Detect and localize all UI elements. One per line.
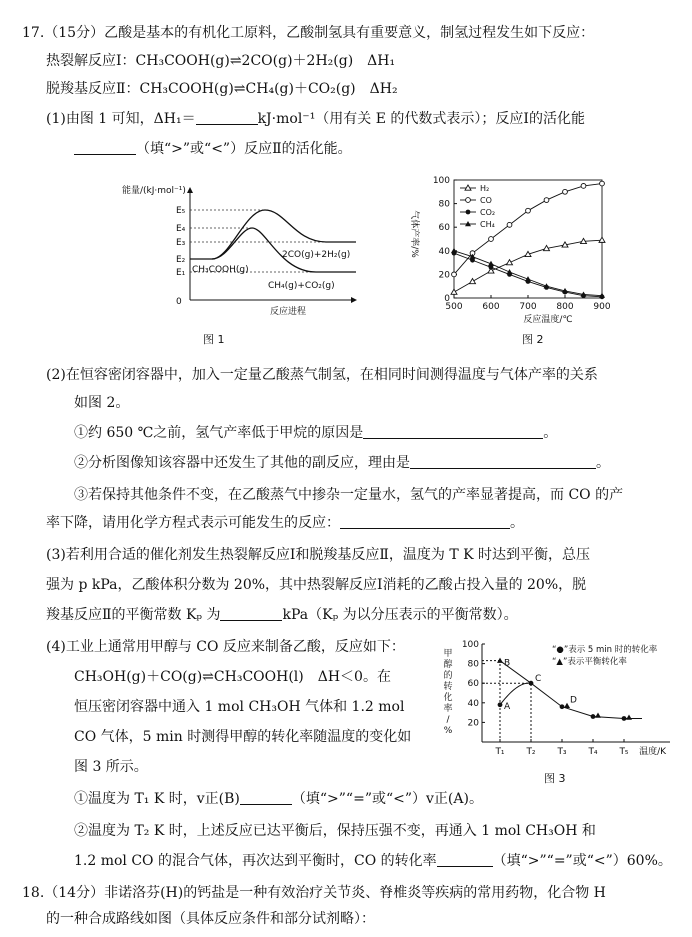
- text: ①约 650 ℃之前，氢气产率低于甲烷的原因是: [74, 425, 364, 441]
- y-tick-label: 100: [461, 640, 479, 650]
- x-tick-label: 800: [556, 302, 574, 312]
- data-point: [563, 189, 568, 194]
- data-point: [507, 269, 513, 274]
- text: 。: [510, 515, 524, 531]
- level-e1: E₁: [176, 268, 186, 278]
- x-tick-label: 600: [482, 302, 500, 312]
- series-line: [454, 251, 602, 296]
- text: ①温度为 T₁ K 时，v正(B): [74, 791, 240, 807]
- y-axis-label-char: 醇: [443, 660, 453, 670]
- level-e2: E₂: [176, 255, 186, 265]
- equilibrium-curve: [500, 658, 642, 719]
- data-point: [581, 184, 586, 189]
- label-d: D: [570, 695, 577, 706]
- data-point: [507, 222, 512, 227]
- x-axis-label: 温度/K: [639, 747, 666, 757]
- data-point: [470, 278, 476, 283]
- figure-3-caption: 图 3: [544, 772, 566, 785]
- q17-part4-line4: CO 气体，5 min 时测得甲醇的转化率随温度的变化如: [74, 729, 412, 745]
- text: (1)由图 1 可知，ΔH₁＝: [46, 111, 196, 127]
- q17-part4-line2: CH₃OH(g)＋CO(g)⇌CH₃COOH(l) ΔH＜0。在: [74, 669, 391, 685]
- text: 1.2 mol CO 的混合气体，再次达到平衡时，CO 的转化率: [74, 853, 437, 869]
- point-eq: [595, 713, 601, 718]
- figure-2: [400, 170, 620, 330]
- q17-part3-line2: 强为 p kPa，乙酸体积分数为 20%，其中热裂解反应Ⅰ消耗的乙酸占投入量的 20%，脱: [46, 577, 587, 593]
- figure-2-caption: 图 2: [522, 333, 544, 346]
- reaction-1: 热裂解反应Ⅰ：CH₃COOH(g)⇌2CO(g)＋2H₂(g) ΔH₁: [46, 53, 396, 69]
- text: ②分析图像知该容器中还发生了其他的副反应，理由是: [74, 455, 410, 471]
- answer-blank[interactable]: [196, 110, 258, 125]
- products-1-label: 2CO(g)+2H₂(g): [282, 250, 351, 260]
- x-axis-label: 反应进程: [270, 307, 307, 317]
- y-tick-label: 40: [438, 246, 450, 257]
- figure-3: [440, 636, 688, 764]
- level-e3: E₃: [176, 238, 186, 248]
- q17-part4-q1: [74, 790, 483, 808]
- reaction-2: 脱羧基反应Ⅱ：CH₃COOH(g)⇌CH₄(g)＋CO₂(g) ΔH₂: [46, 81, 398, 97]
- legend-marker: [466, 210, 471, 215]
- q18-line1: 18.（14分）非诺洛芬(H)的钙盐是一种有效治疗关节炎、脊椎炎等疾病的常用药物，化合物 H: [22, 885, 606, 901]
- y-axis-label-char: 率: [443, 704, 453, 714]
- answer-blank[interactable]: [240, 790, 292, 805]
- q17-part2-q1: [74, 424, 557, 442]
- text: （填“>”“=”或“<”）60%。: [492, 853, 672, 869]
- legend-label: CO: [480, 196, 492, 205]
- q17-part4-q2: ②温度为 T₂ K 时，上述反应已达平衡后，保持压强不变，再通入 1 mol CH₃OH 和: [74, 823, 596, 839]
- series-1: [452, 181, 605, 277]
- y-tick-label: 40: [467, 698, 479, 709]
- x-tick-label: T₁: [495, 747, 505, 757]
- q17-part3-line1: (3)若利用合适的催化剂发生热裂解反应Ⅰ和脱羧基反应Ⅱ，温度为 T K 时达到平衡，总压: [46, 547, 591, 563]
- data-point: [599, 237, 605, 242]
- q17-part4-line1: (4)工业上通常用甲醇与 CO 反应来制备乙酸，反应如下：: [46, 639, 405, 655]
- text: 羧基反应Ⅱ的平衡常数 Kₚ 为: [46, 607, 221, 623]
- text: kJ·mol⁻¹（用有关 E 的代数式表示）；反应Ⅰ的活化能: [257, 111, 585, 127]
- series-line: [454, 253, 602, 297]
- y-axis-label-char: /: [446, 715, 450, 725]
- text: （填“>”或“<”）反应Ⅱ的活化能。: [136, 141, 352, 157]
- answer-blank[interactable]: [437, 852, 493, 867]
- q17-part4-q2-line2: [74, 852, 672, 870]
- level-e5: E₅: [176, 206, 186, 216]
- legend-marker: [466, 198, 471, 203]
- data-point: [452, 272, 457, 277]
- legend-label: H₂: [480, 184, 490, 193]
- series-line: [454, 184, 602, 275]
- y-tick-label: 80: [467, 659, 479, 670]
- label-a: A: [504, 701, 511, 712]
- point-a: [498, 702, 503, 707]
- legend-label: CH₄: [480, 220, 495, 229]
- answer-blank[interactable]: [340, 514, 510, 529]
- q17-part1-line1: [46, 110, 585, 128]
- point-5min: [622, 716, 627, 721]
- reactant-label: CH₃COOH(g): [192, 265, 249, 275]
- point-5min: [591, 714, 596, 719]
- q17-part4-line5: 图 3 所示。: [74, 759, 148, 775]
- data-point: [451, 289, 457, 294]
- data-point: [600, 181, 605, 186]
- data-point: [526, 208, 531, 213]
- y-tick-label: 20: [438, 270, 450, 281]
- data-point: [507, 260, 513, 265]
- answer-blank[interactable]: [363, 424, 543, 439]
- legend-1: “●”表示 5 min 时的转化率: [552, 645, 658, 655]
- data-point: [544, 198, 549, 203]
- x-tick-label: T₃: [557, 747, 567, 757]
- point-5min: [529, 681, 534, 686]
- q17-part2-q3: ③若保持其他条件不变，在乙酸蒸气中掺杂一定量水，氢气的产率显著提高，而 CO 的产: [74, 487, 624, 503]
- x-tick-label: T₄: [588, 747, 598, 757]
- figure-1: [120, 182, 360, 318]
- y-axis-label-char: %: [443, 726, 453, 736]
- y-axis-label: 能量/(kJ·mol⁻¹): [122, 186, 186, 196]
- text: （填“>”“=”或“<”）v正(A)。: [291, 791, 483, 807]
- x-tick-label: 900: [593, 302, 611, 312]
- y-tick-label: 60: [438, 223, 450, 234]
- level-e4: E₄: [176, 224, 186, 234]
- y-axis-label: 气体产率/%: [409, 210, 419, 258]
- answer-blank[interactable]: [74, 140, 136, 155]
- q17-part2-line2: 如图 2。: [74, 395, 130, 411]
- q17-part4-line3: 恒压密闭容器中通入 1 mol CH₃OH 气体和 1.2 mol: [74, 699, 405, 715]
- q17-part1-line2: [74, 140, 352, 158]
- y-tick-label: 0: [444, 294, 450, 304]
- point-5min: [560, 704, 565, 709]
- label-c: C: [535, 674, 542, 685]
- text: 。: [543, 425, 558, 441]
- y-tick-label: 80: [438, 199, 450, 210]
- series-0: [451, 237, 605, 294]
- q17-part2-line1: (2)在恒容密闭容器中，加入一定量乙酸蒸气制氢，在相同时间测得温度与气体产率的关系: [46, 367, 598, 383]
- series-line: [454, 240, 602, 292]
- y-tick-label: 20: [467, 718, 479, 729]
- products-2-label: CH₄(g)+CO₂(g): [268, 281, 335, 291]
- y-tick-label: 60: [467, 679, 479, 690]
- figure-1-caption: 图 1: [203, 333, 225, 346]
- origin-label: 0: [176, 297, 182, 307]
- data-point: [489, 237, 494, 242]
- y-tick-label: 100: [432, 176, 450, 186]
- q18-line2: 的一种合成路线如图（具体反应条件和部分试剂略）：: [46, 911, 375, 927]
- x-axis-label: 反应温度/℃: [523, 315, 573, 325]
- q17-part2-q2: [74, 454, 610, 472]
- legend-2: “▲”表示平衡转化率: [552, 657, 627, 667]
- x-tick-label: T₂: [526, 747, 536, 757]
- y-axis-label-char: 转: [443, 682, 453, 692]
- y-axis-label-char: 甲: [443, 649, 453, 659]
- q17-part2-q3-line2: [46, 514, 524, 532]
- answer-blank[interactable]: [410, 454, 596, 469]
- point-eq: [626, 715, 632, 720]
- y-axis-label-char: 化: [443, 693, 453, 703]
- text: kPa（Kₚ 为以分压表示的平衡常数）。: [282, 607, 518, 623]
- text: 。: [596, 455, 610, 471]
- q17-part3-line3: [46, 606, 518, 624]
- label-b: B: [504, 658, 511, 669]
- x-tick-label: 500: [445, 302, 463, 312]
- y-axis-label-char: 的: [443, 671, 453, 681]
- text: 率下降，请用化学方程式表示可能发生的反应：: [46, 515, 340, 531]
- answer-blank[interactable]: [220, 606, 282, 621]
- x-tick-label: 700: [519, 302, 537, 312]
- x-tick-label: T₅: [619, 747, 629, 757]
- point-b-triangle: [497, 658, 503, 663]
- q17-heading: 17.（15分）乙酸是基本的有机化工原料，乙酸制氢具有重要意义，制氢过程发生如下反应：: [22, 25, 595, 41]
- legend-label: CO₂: [480, 208, 496, 217]
